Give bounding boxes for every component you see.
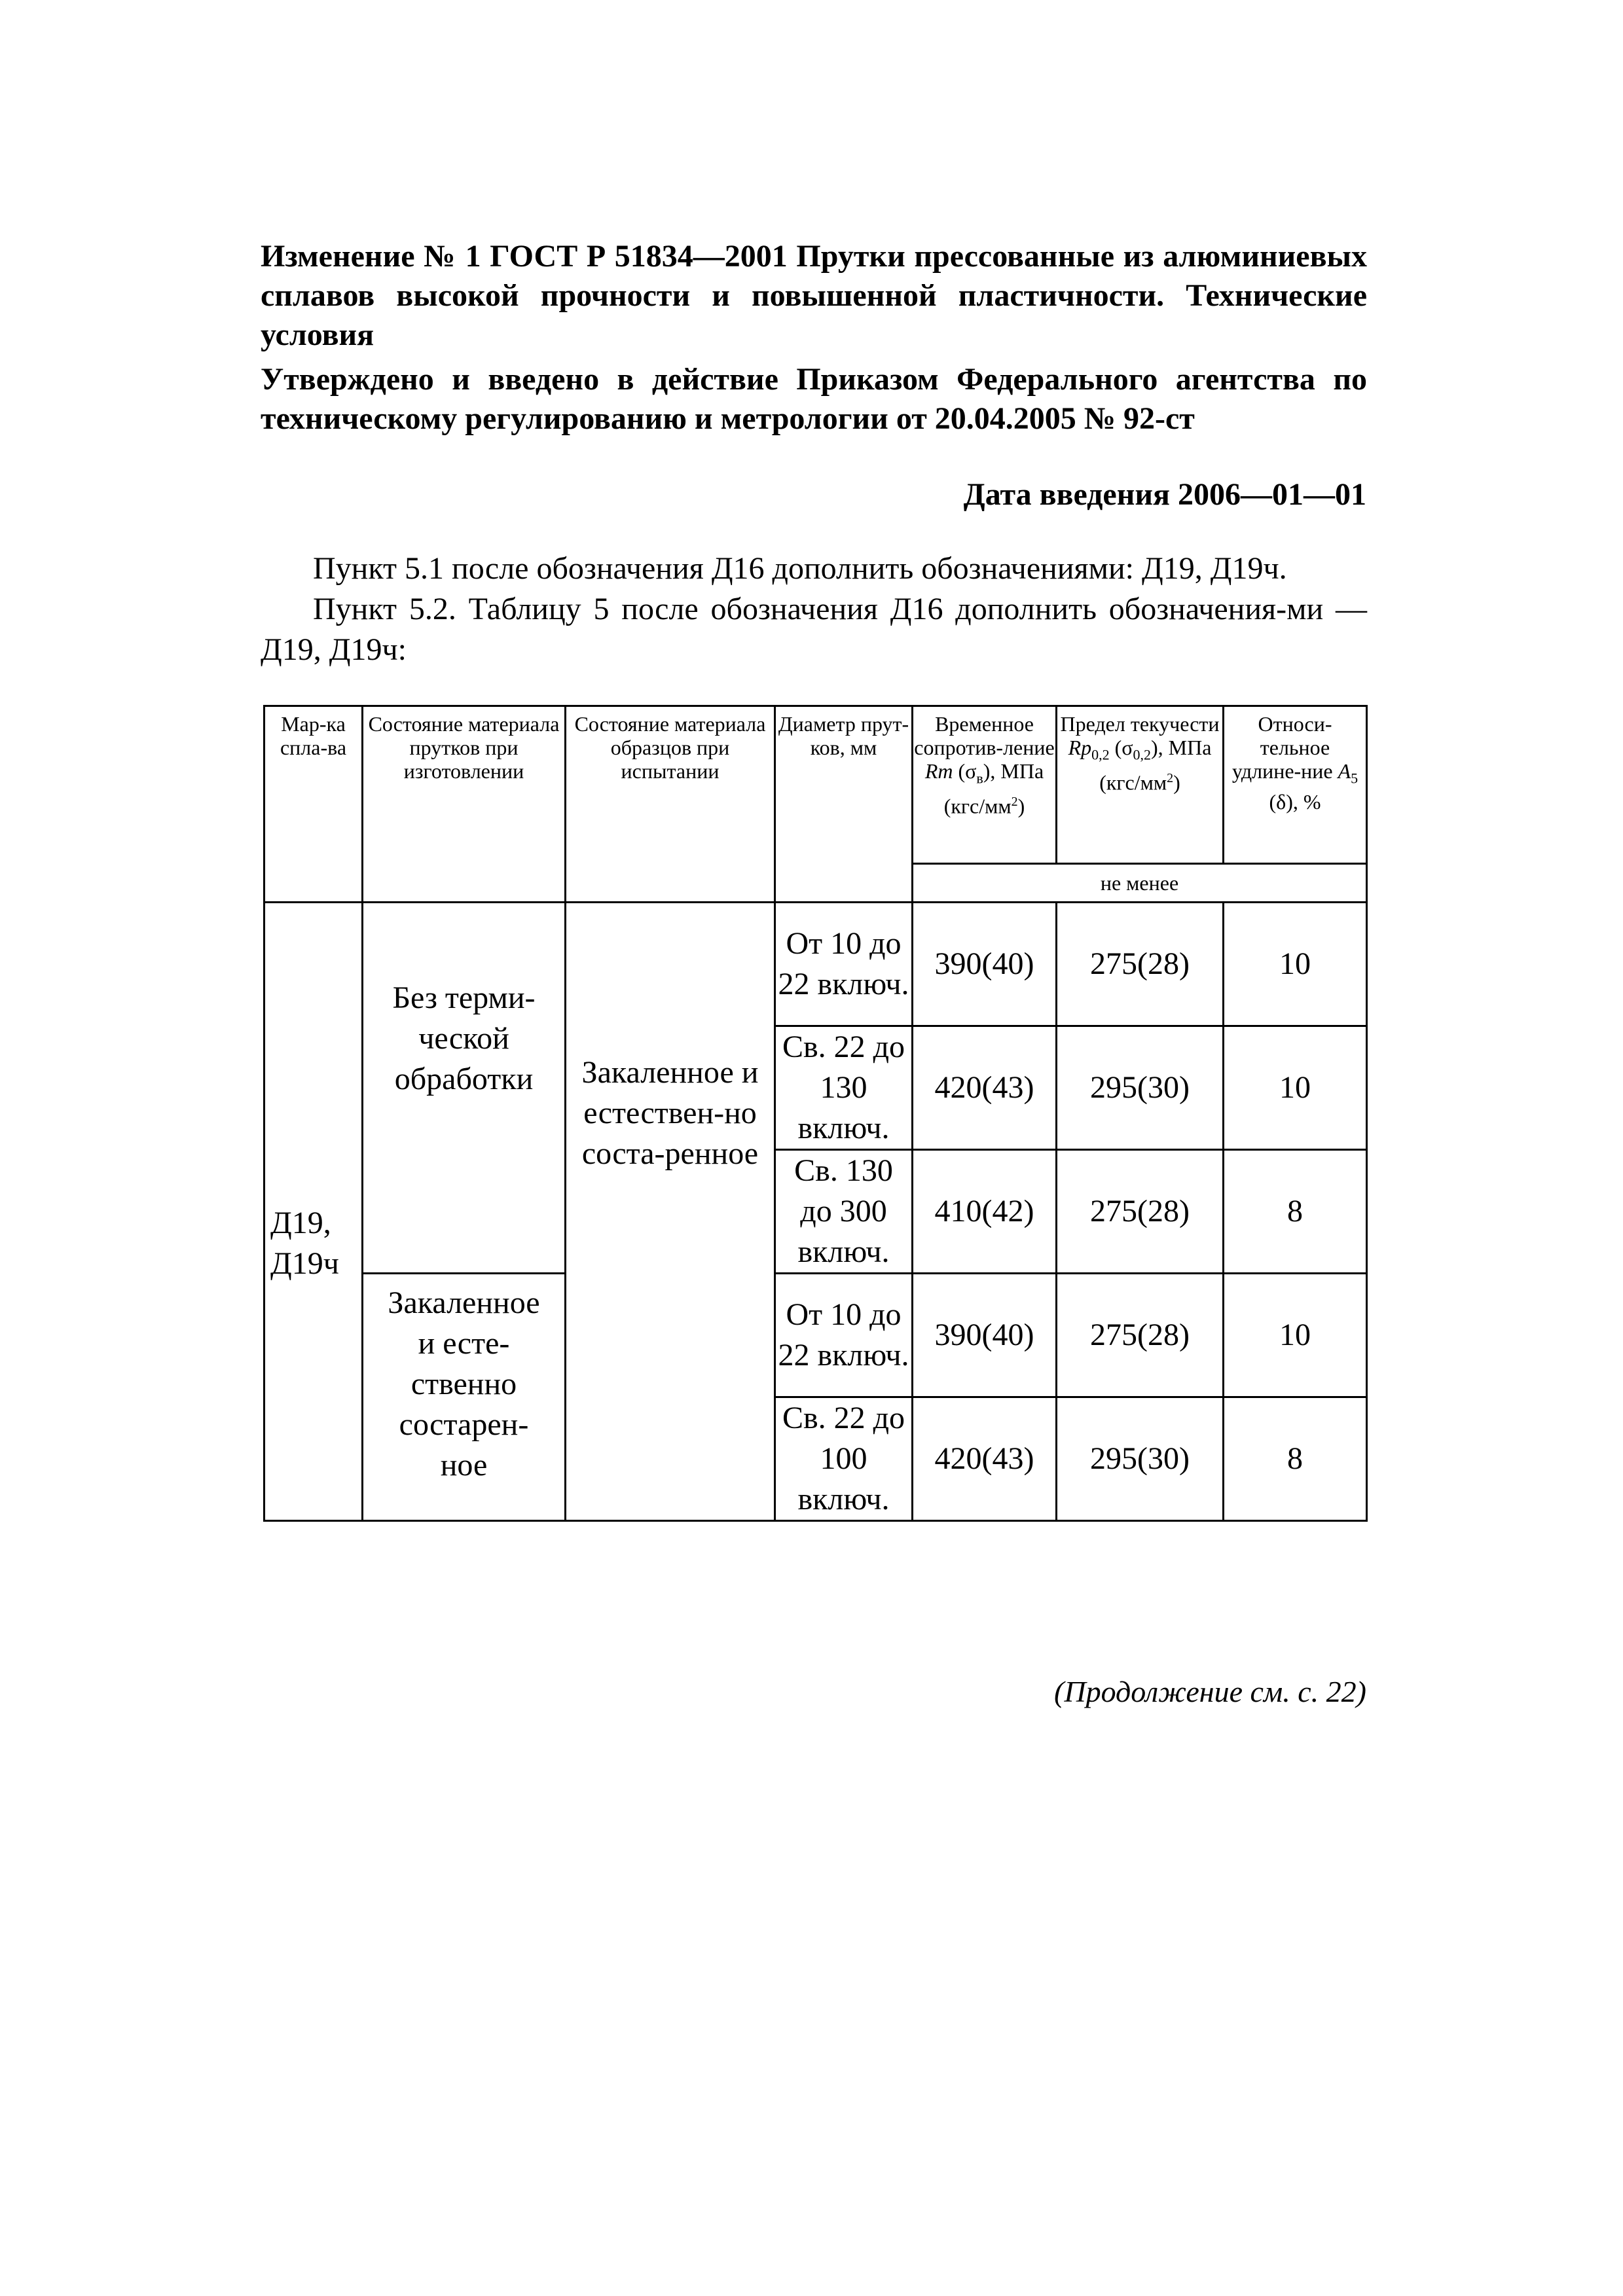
cell-tensile: 420(43) [913,1026,1057,1150]
cell-diameter: Св. 22 до 100 включ. [775,1397,913,1521]
header-elongation: Относи-тельное удлине-ние $A_5$ (δ), % [1224,706,1367,864]
cell-yield: 275(28) [1057,1274,1224,1397]
cell-tensile: 390(40) [913,1274,1057,1397]
paragraph-5-1: Пункт 5.1 после обозначения Д16 дополнить обозначениями: Д19, Д19ч. [313,551,1287,586]
header-grade: Мар-ка спла-ва [264,706,363,903]
table-row [264,903,1367,1026]
cell-elongation: 10 [1224,1274,1367,1397]
cell-tensile: 390(40) [913,903,1057,1026]
approval-statement: Утверждено и введено в действие Приказом Федерального агентства по техническому регулированию и метрологии от 20.04.2005 № 92-ст [261,362,1367,436]
table-header-row [264,706,1367,864]
cell-grade: Д19, Д19ч [264,903,363,1521]
header-diameter: Диаметр прут-ков, мм [775,706,913,903]
paragraph-5-2: Пункт 5.2. Таблицу 5 после обозначения Д16 дополнить обозначения-ми — Д19, Д19ч: [261,592,1367,667]
cell-condition-testing: Закаленное и естествен-но соста-ренное [566,903,775,1521]
cell-elongation: 10 [1224,903,1367,1026]
cell-yield: 295(30) [1057,1026,1224,1150]
cell-elongation: 8 [1224,1397,1367,1521]
header-condition-testing: Состояние материала образцов при испытании [566,706,775,903]
cell-condition-manufacture-a: Без терми-ческой обработки [363,903,566,1274]
header-condition-manufacture: Состояние материала прутков при изготовлении [363,706,566,903]
header-tensile-strength: Временное сопротив-ление Rm $(\sigma_в)$, МПа $(кгс/мм^2)$ [913,706,1057,864]
elongation-symbol: A [1338,759,1351,783]
cell-diameter: Св. 130 до 300 включ. [775,1150,913,1274]
cell-elongation: 10 [1224,1026,1367,1150]
cell-yield: 275(28) [1057,903,1224,1026]
yield-symbol: Rp [1068,736,1092,759]
cell-diameter: Св. 22 до 130 включ. [775,1026,913,1150]
cell-yield: 295(30) [1057,1397,1224,1521]
cell-tensile: 420(43) [913,1397,1057,1521]
cell-diameter: От 10 до 22 включ. [775,903,913,1026]
properties-table [263,705,1368,1522]
cell-diameter: От 10 до 22 включ. [775,1274,913,1397]
cell-condition-manufacture-b: Закаленное и есте-ственно состарен-ное [363,1274,566,1521]
header-yield-strength: Предел текучести $Rp_{0,2}$ $(\sigma_{0,2})$, МПа $(кгс/мм^2)$ [1057,706,1224,864]
cell-elongation: 8 [1224,1150,1367,1274]
continuation-note: (Продолжение см. с. 22) [1054,1675,1366,1708]
header-not-less: не менее [913,864,1367,903]
document-title: Изменение № 1 ГОСТ Р 51834—2001 Прутки прессованные из алюминиевых сплавов высокой прочности и повышенной пластичности. Технические условия [261,239,1367,352]
cell-tensile: 410(42) [913,1150,1057,1274]
cell-yield: 275(28) [1057,1150,1224,1274]
table-row [264,1274,1367,1397]
tensile-symbol: Rm [924,759,953,783]
introduction-date: Дата введения 2006—01—01 [963,477,1366,512]
